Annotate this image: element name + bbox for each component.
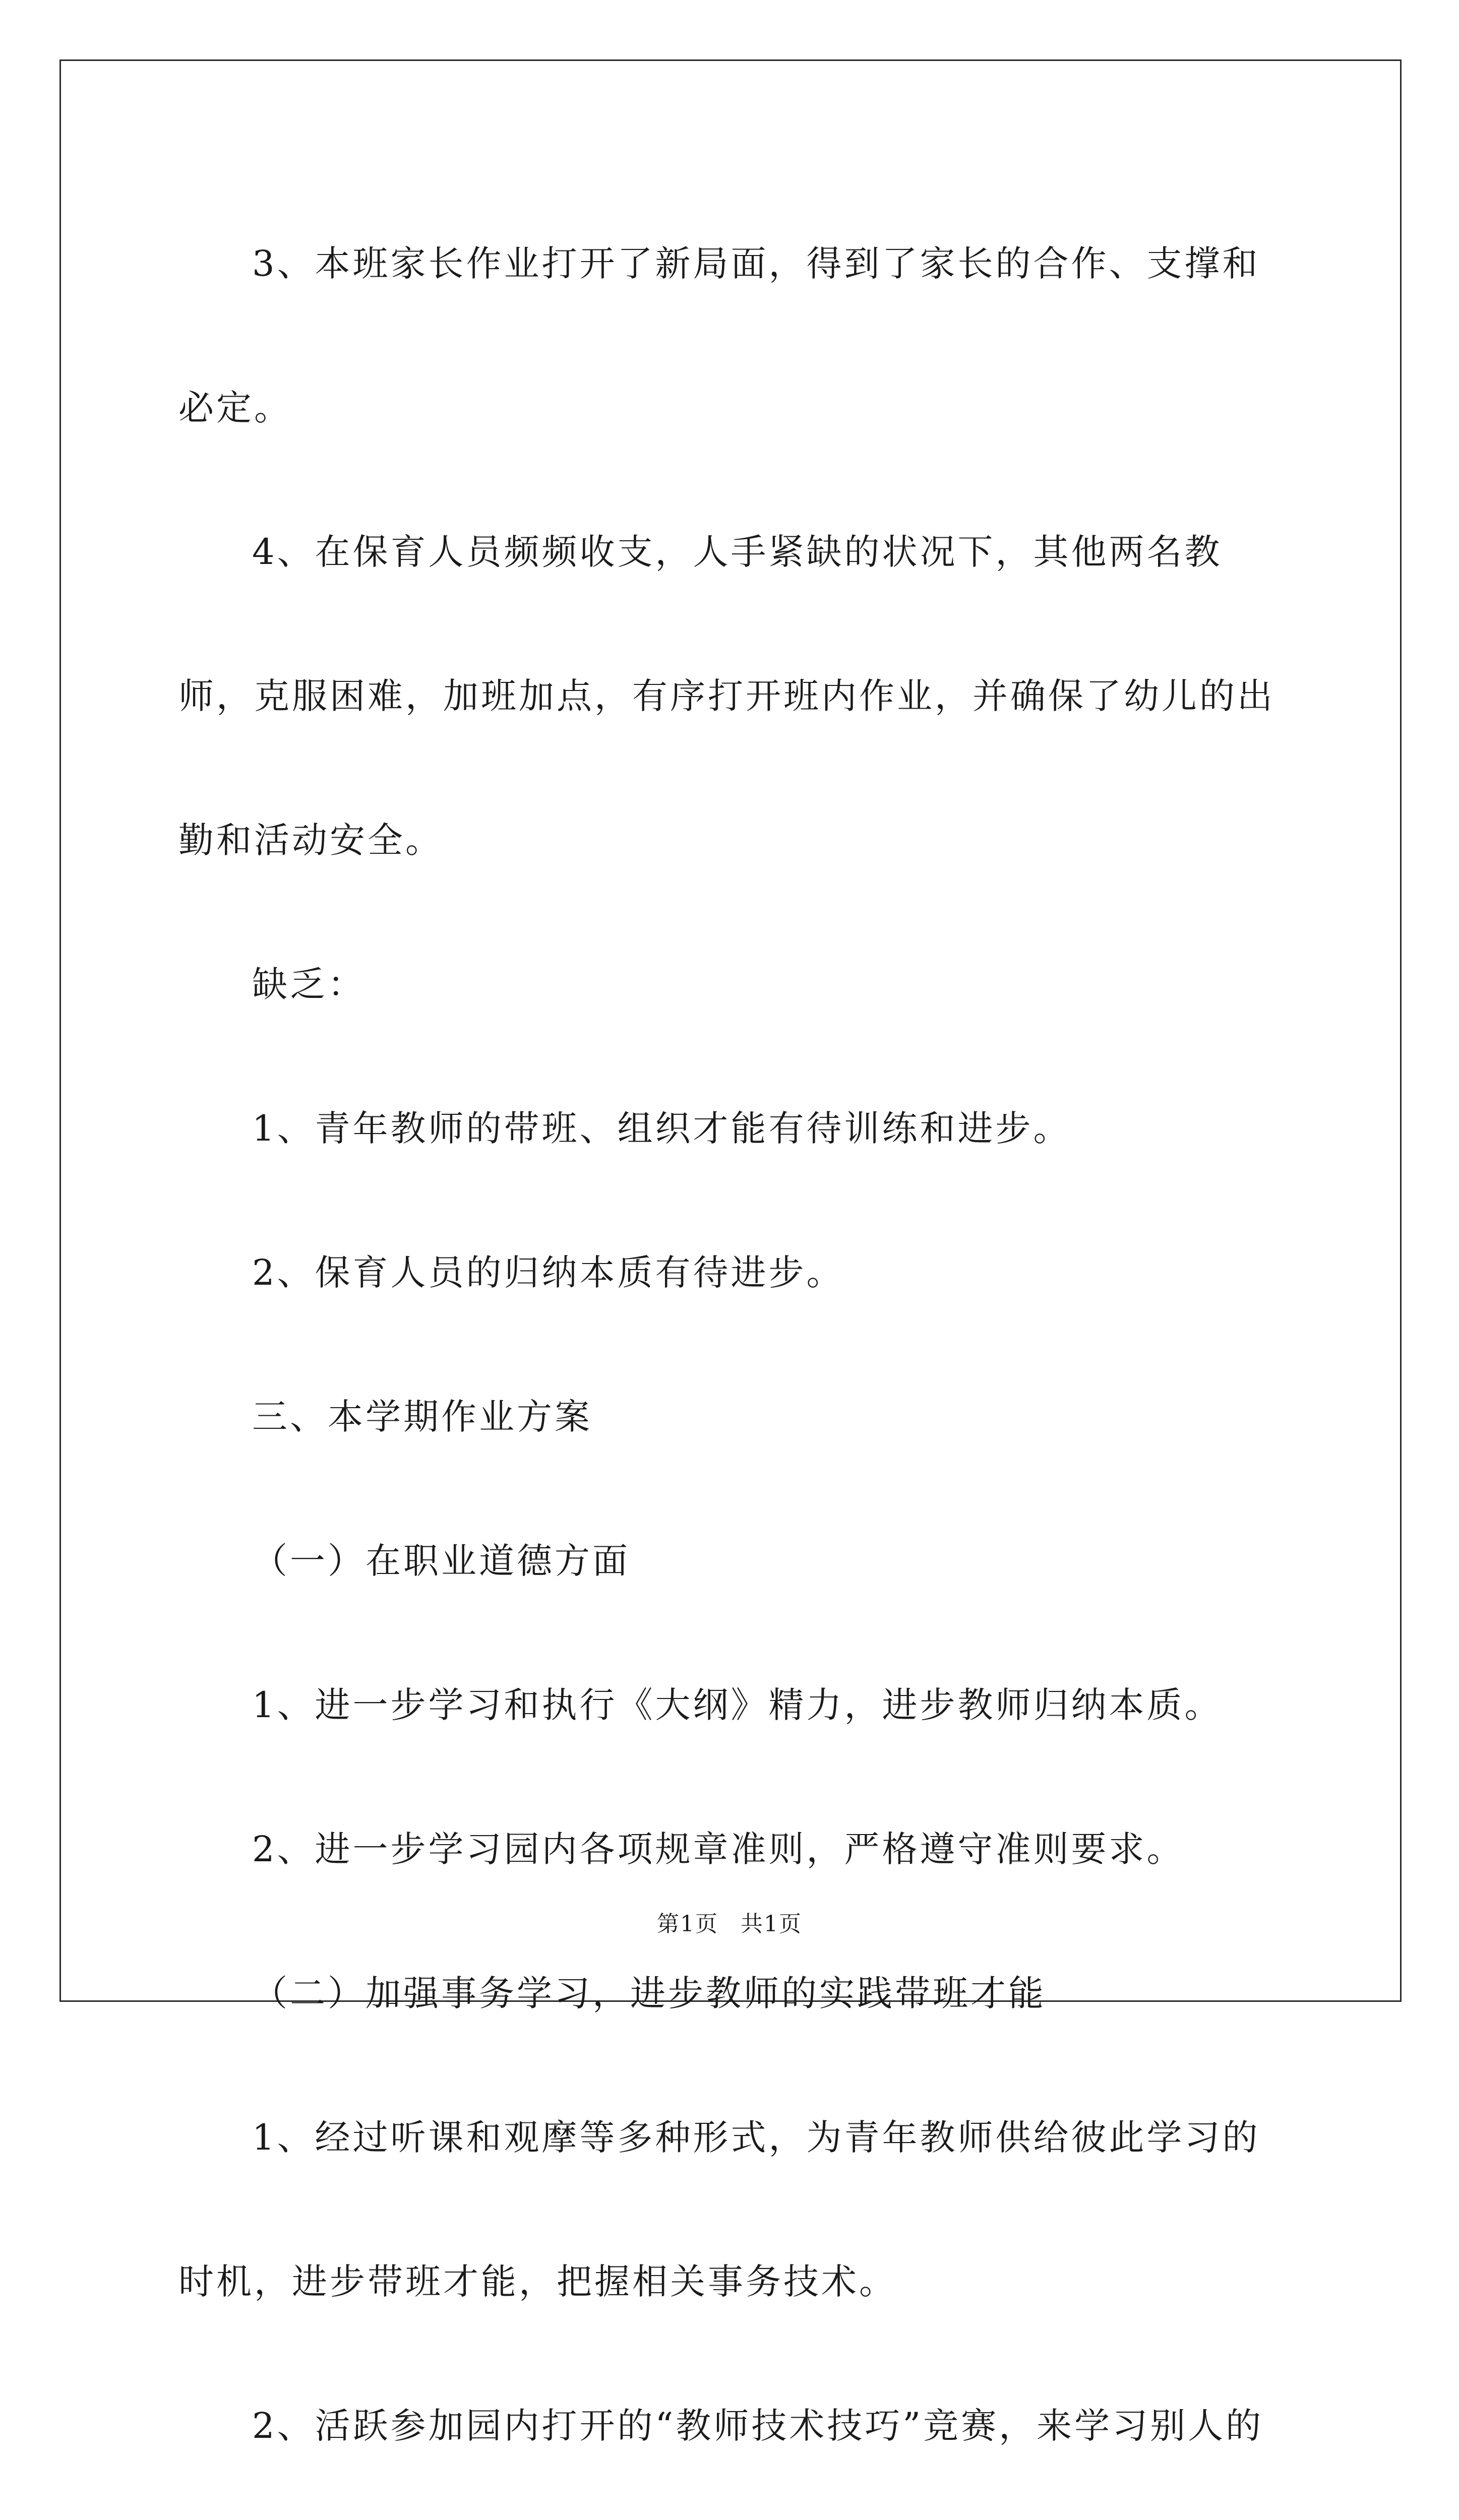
- page-number: 第1页: [657, 1911, 718, 1937]
- paragraph-9: 2、活跃参加园内打开的“教师技术技巧”竞赛，来学习别人的: [252, 2405, 1264, 2446]
- paragraph-2: 4、在保育人员频频收支，人手紧缺的状况下，其他两名教师，克服困难，加班加点，有序打开班内作业，并确保了幼儿的出勤和活动安全。: [178, 531, 1275, 861]
- paragraph-5: 2、保育人员的归纳本质有待进步。: [252, 1252, 844, 1293]
- paragraph-3: 缺乏：: [252, 964, 366, 1005]
- section-heading: 三、本学期作业方案: [252, 1396, 592, 1437]
- paragraph-8: 1、经过听课和观摩等多种形式，为青年教师供给彼此学习的时机，进步带班才能，把握相关事务技术。: [178, 2117, 1260, 2302]
- paragraph-4: 1、青年教师的带班、组织才能有待训练和进步。: [252, 1108, 1071, 1149]
- page-footer: [0, 1909, 1459, 1939]
- page-total: 共1页: [741, 1911, 802, 1937]
- paragraph-6: 1、进一步学习和执行《大纲》精力，进步教师归纳本质。: [252, 1684, 1223, 1726]
- paragraph-1: 3、本班家长作业打开了新局面，得到了家长的合作、支撑和必定。: [178, 243, 1260, 428]
- subsection-heading-1: （一）在职业道德方面: [252, 1540, 630, 1582]
- document-body: [178, 192, 1288, 2520]
- paragraph-7: 2、进一步学习园内各项规章准则，严格遵守准则要求。: [252, 1829, 1185, 1870]
- subsection-heading-2: （二）加强事务学习，进步教师的实践带班才能: [252, 1973, 1046, 2014]
